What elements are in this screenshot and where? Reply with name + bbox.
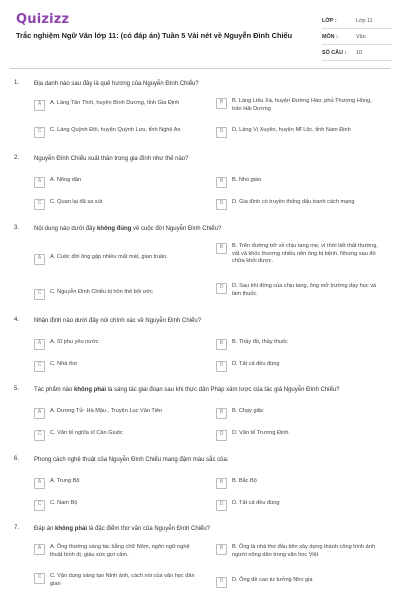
question-text [34, 80, 384, 88]
option-letter-box: C [34, 361, 45, 372]
quizizz-logo: Quizizz [16, 12, 70, 27]
option-text: D. Sau khi đồng của chịu tang, ông mở trường dạy học và làm thuốc. [232, 283, 377, 297]
meta-value: Lớp 11 [356, 17, 373, 24]
option-text: A. Làng Tân Thới, huyện Bình Dương, tỉnh Gia Định [50, 100, 180, 106]
option-text: A. Ông thường sáng tác bằng chữ Nôm, ngôn ngữ nghệ thuật bình dị, giàu sức gợi cảm. [50, 544, 190, 558]
option-text: B. Làng Liêu Xá, huyện Đường Hào, phủ Thượng Hồng, trấn Hải Dương [232, 98, 372, 112]
option-b[interactable] [216, 544, 382, 559]
option-text: D. Ông đề cao tư tưởng Nho gia [232, 577, 313, 583]
question-text-part: Nguyễn Đình Chiểu xuất thân trong gia đình như thế nào? [34, 156, 189, 162]
question-text-part: Tác phẩm nào [34, 387, 75, 393]
option-letter-box: B [216, 544, 227, 555]
option-text: C. Nhà thơ [50, 361, 78, 367]
option-letter-box: C [34, 500, 45, 511]
question-text [34, 525, 384, 533]
worksheet-meta [322, 13, 392, 61]
option-letter-box: D [216, 199, 227, 210]
option-a[interactable] [34, 408, 220, 419]
option-letter-box: A [34, 254, 45, 265]
option-text: D. Tất cả đều đúng [232, 500, 280, 506]
option-b[interactable] [216, 478, 382, 489]
question-number: 5. [14, 386, 20, 392]
option-text: D. Văn tế Trương Định [232, 430, 289, 436]
question-text-emphasis: không đúng [97, 226, 132, 232]
option-text: C. Quan lại đã sa sút [50, 199, 103, 205]
question-text [34, 155, 384, 163]
option-letter-box: C [34, 127, 45, 138]
option-text: C. Nam Bộ [50, 500, 78, 506]
option-text: A. Dương Tử- Hà Mậu , Truyện Lục Vân Tiên [50, 408, 163, 414]
option-d[interactable] [216, 283, 382, 298]
option-d[interactable] [216, 430, 382, 441]
option-d[interactable] [216, 361, 382, 372]
option-text: B. Nho giáo [232, 177, 262, 183]
option-text: A. Sĩ phu yêu nước [50, 339, 99, 345]
option-b[interactable] [216, 177, 382, 188]
option-letter-box: B [216, 408, 227, 419]
option-letter-box: D [216, 283, 227, 294]
question-text-part: là đặc điểm thơ văn của Nguyễn Đình Chiểu? [87, 526, 211, 532]
meta-value: 10 [356, 49, 362, 56]
option-text: A. Cuộc đời ông gặp nhiều mất mát, gian truân. [50, 254, 168, 260]
option-a[interactable] [34, 177, 200, 188]
option-c[interactable] [34, 430, 200, 441]
option-text: D. Tất cả đều đúng [232, 361, 280, 367]
meta-value: Văn [356, 33, 366, 40]
question-text [34, 225, 384, 233]
question-text-emphasis: không phải [74, 387, 107, 393]
option-letter-box: B [216, 98, 227, 109]
option-d[interactable] [216, 199, 400, 210]
meta-row-class [322, 13, 392, 29]
question-text-part: là sáng tác giai đoạn sau khi thực dân Pháp xâm lược của tác giả Nguyễn Đình Chiểu? [106, 387, 340, 393]
option-letter-box: C [34, 199, 45, 210]
option-c[interactable] [34, 361, 200, 372]
question-text-part: về cuộc đời Nguyễn Đình Chiểu? [131, 226, 222, 232]
meta-key: LỚP : [322, 17, 337, 24]
option-c[interactable] [34, 127, 220, 138]
option-text: B. Thầy đồ, thầy thuốc [232, 339, 288, 345]
option-letter-box: D [216, 430, 227, 441]
option-letter-box: C [34, 430, 45, 441]
question-number: 6. [14, 456, 20, 462]
option-a[interactable] [34, 100, 200, 111]
option-letter-box: D [216, 577, 227, 588]
option-letter-box: A [34, 177, 45, 188]
option-a[interactable] [34, 339, 200, 350]
option-letter-box: A [34, 544, 45, 555]
option-a[interactable] [34, 544, 200, 559]
option-a[interactable] [34, 478, 200, 489]
option-letter-box: D [216, 361, 227, 372]
meta-key: SỐ CÂU : [322, 49, 347, 56]
option-letter-box: A [34, 478, 45, 489]
option-d[interactable] [216, 577, 382, 588]
option-text: D. Gia đình có truyền thống đấu tranh cách mạng [232, 199, 355, 205]
meta-key: MÔN : [322, 33, 338, 40]
option-letter-box: A [34, 100, 45, 111]
option-text: B. Bắc Bộ [232, 478, 257, 484]
option-letter-box: B [216, 243, 227, 254]
option-c[interactable] [34, 199, 200, 210]
question-number: 4. [14, 317, 20, 323]
option-d[interactable] [216, 500, 382, 511]
option-c[interactable] [34, 289, 220, 300]
option-b[interactable] [216, 339, 382, 350]
question-text-part: Nhận định nào dưới đây nói chính xác về Nguyễn Đình Chiểu? [34, 318, 202, 324]
option-text: C. Nguyễn Đình Chiểu bị hôn thê bội ước [50, 289, 153, 295]
question-text-part: Địa danh nào sau đây là quê hương của Nguyễn Đình Chiểu? [34, 81, 199, 87]
option-letter-box: A [34, 408, 45, 419]
worksheet-title: Trắc nghiệm Ngữ Văn lớp 11: (có đáp án) Tuần 5 Vài nét về Nguyễn Đình Chiểu [16, 31, 293, 40]
worksheet-header [0, 0, 400, 62]
option-text: C. Vận dụng sáng tạo Ninh ảnh, cách nói của văn học dân gian [50, 573, 195, 587]
option-letter-box: D [216, 500, 227, 511]
question-number: 2. [14, 155, 20, 161]
option-b[interactable] [216, 98, 382, 113]
option-text: A. Nông dân [50, 177, 82, 183]
question-text [34, 456, 384, 464]
option-text: D. Làng Vị Xuyên, huyện Mĩ Lộc, tỉnh Nam Định [232, 127, 351, 133]
option-c[interactable] [34, 500, 200, 511]
meta-row-count [322, 45, 392, 61]
option-letter-box: B [216, 339, 227, 350]
question-text [34, 317, 384, 325]
question-number: 3. [14, 225, 20, 231]
option-letter-box: D [216, 127, 227, 138]
option-text: B. Trên đường trở về chịu tang mẹ, vì thời tiết thất thường, vất vả khóc thương nhiều nên ông bị bệnh. Nhưng sau đó chữa khỏi được. [232, 243, 378, 264]
option-c[interactable] [34, 573, 200, 588]
option-text: A. Trung Bộ [50, 478, 80, 484]
option-a[interactable] [34, 254, 220, 265]
question-number: 7. [14, 525, 20, 531]
option-d[interactable] [216, 127, 400, 138]
meta-row-subject [322, 29, 392, 45]
option-letter-box: B [216, 177, 227, 188]
option-text: B. Chạy giặc [232, 408, 264, 414]
question-text-emphasis: không phải [55, 526, 88, 532]
question-text-part: Phong cách nghệ thuật của Nguyễn Đình Chiểu mang đậm màu sắc của: [34, 457, 229, 463]
option-b[interactable] [216, 243, 382, 266]
option-text: B. Ông là nhà thơ đầu tiên xây dựng thành công hình ảnh người nông dân trong văn học Việt [232, 544, 376, 558]
option-b[interactable] [216, 408, 382, 419]
header-divider [10, 68, 390, 69]
option-text: C. Làng Quỳnh Đôi, huyện Quỳnh Lưu, tỉnh Nghệ An [50, 127, 181, 133]
option-letter-box: A [34, 339, 45, 350]
option-letter-box: C [34, 573, 45, 584]
question-text-part: Nội dung nào dưới đây [34, 226, 97, 232]
option-letter-box: C [34, 289, 45, 300]
question-text-part: Đáp án [34, 526, 56, 532]
option-text: C. Văn tế nghĩa sĩ Cần Giuộc [50, 430, 123, 436]
option-letter-box: B [216, 478, 227, 489]
question-text [34, 386, 384, 394]
question-number: 1. [14, 80, 20, 86]
